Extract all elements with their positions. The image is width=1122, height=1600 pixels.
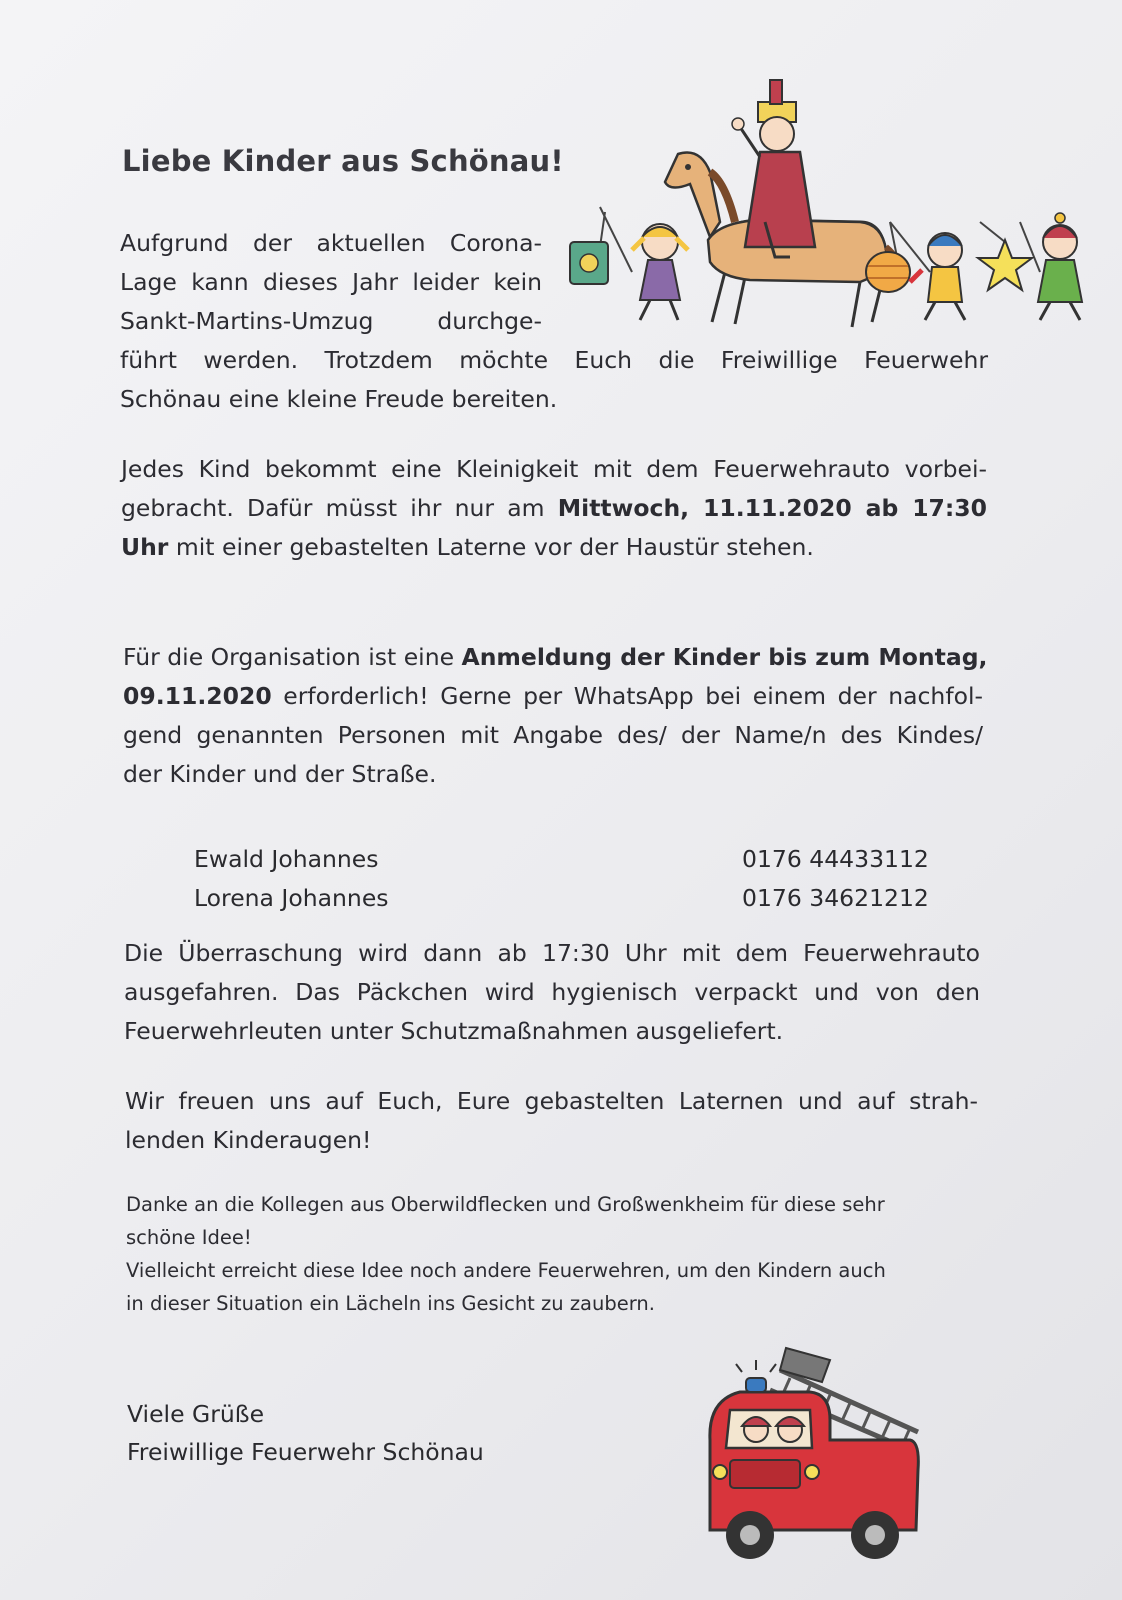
registration-date: 09.11.2020 <box>123 682 272 710</box>
intro-line: Schönau eine kleine Freude bereiten. <box>120 385 558 413</box>
contact-phone: 0176 44433112 <box>742 845 929 873</box>
closing-block <box>127 1395 484 1471</box>
intro-line: Aufgrund der aktuellen Corona- <box>120 229 542 257</box>
thanks-line: schöne Idee! <box>126 1226 252 1249</box>
joy-paragraph <box>125 1082 978 1160</box>
joy-line: lenden Kinderaugen! <box>125 1126 372 1154</box>
contact-phone: 0176 34621212 <box>742 884 929 912</box>
visit-line: Jedes Kind bekommt eine Kleinigkeit mit dem Feuerwehrauto vorbei- <box>121 455 987 483</box>
registration-line <box>123 677 983 716</box>
closing-signature: Freiwillige Feuerwehr Schönau <box>127 1438 484 1466</box>
intro-line: Sankt-Martins-Umzug durchge- <box>120 307 542 335</box>
registration-deadline: Anmeldung der Kinder bis zum Montag, <box>461 643 988 671</box>
registration-line: der Kinder und der Straße. <box>123 760 437 788</box>
registration-line: gend genannten Personen mit Angabe des/ der Name/n des Kindes/ <box>123 721 983 749</box>
st-martin-illustration <box>560 72 1100 342</box>
page-title: Liebe Kinder aus Schönau! <box>122 144 564 178</box>
intro-paragraph <box>120 224 542 341</box>
delivery-paragraph <box>124 934 980 1051</box>
delivery-line: Feuerwehrleuten unter Schutzmaßnahmen ausgeliefert. <box>124 1017 784 1045</box>
contact-name: Lorena Johannes <box>194 884 389 912</box>
contact-row <box>194 840 934 879</box>
registration-text: Für die Organisation ist eine <box>123 643 462 671</box>
visit-line <box>121 489 987 528</box>
visit-paragraph <box>121 450 987 567</box>
intro-line: führt werden. Trotzdem möchte Euch die Freiwillige Feuerwehr <box>120 346 988 374</box>
delivery-line: ausgefahren. Das Päckchen wird hygienisch verpackt und von den <box>124 978 980 1006</box>
visit-date: Mittwoch, 11.11.2020 ab 17:30 <box>557 494 988 522</box>
thanks-line: Danke an die Kollegen aus Oberwildflecken und Großwenkheim für diese sehr <box>126 1193 885 1216</box>
thanks-line: in dieser Situation ein Lächeln ins Gesicht zu zaubern. <box>126 1292 655 1315</box>
delivery-line: Die Überraschung wird dann ab 17:30 Uhr mit dem Feuerwehrauto <box>124 939 980 967</box>
fire-truck-illustration <box>690 1330 930 1580</box>
visit-time-unit: Uhr <box>121 533 169 561</box>
intro-paragraph-cont <box>120 341 988 419</box>
intro-line: Lage kann dieses Jahr leider kein <box>120 268 542 296</box>
visit-line <box>121 528 987 567</box>
contact-list <box>194 840 934 918</box>
registration-line <box>123 638 988 677</box>
contact-row <box>194 879 934 918</box>
closing-greeting: Viele Grüße <box>127 1400 265 1428</box>
registration-paragraph <box>123 638 988 794</box>
visit-text: gebracht. Dafür müsst ihr nur am <box>121 494 558 522</box>
visit-text: mit einer gebastelten Laterne vor der Haustür stehen. <box>168 533 814 561</box>
joy-line: Wir freuen uns auf Euch, Eure gebastelten Laternen und auf strah- <box>125 1087 978 1115</box>
thanks-line: Vielleicht erreicht diese Idee noch andere Feuerwehren, um den Kindern auch <box>126 1259 886 1282</box>
thanks-paragraph <box>126 1188 886 1320</box>
contact-name: Ewald Johannes <box>194 845 379 873</box>
registration-text: erforderlich! Gerne per WhatsApp bei einem der nachfol- <box>271 682 983 710</box>
